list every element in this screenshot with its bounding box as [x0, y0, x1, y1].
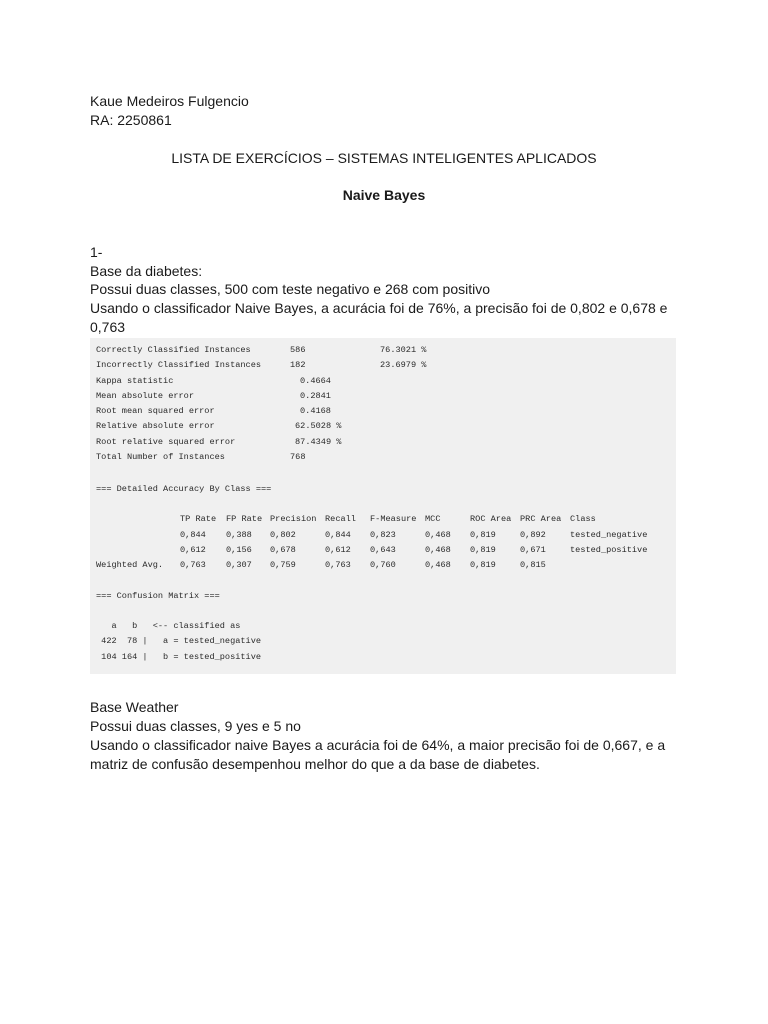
table-cell: 0,819: [470, 545, 496, 555]
table-cell: 0,815: [520, 560, 546, 570]
table-cell: 0,892: [520, 530, 546, 540]
summary-value-1: 182: [290, 360, 306, 370]
table-cell: 0,678: [270, 545, 296, 555]
table-cell: 0,468: [425, 560, 451, 570]
summary-value-5: 62.5028 %: [295, 421, 342, 431]
weather-heading: Base Weather: [90, 699, 179, 715]
table-cell: tested_positive: [570, 545, 648, 555]
column-header: F-Measure: [370, 514, 417, 524]
author-name: Kaue Medeiros Fulgencio: [90, 93, 249, 109]
table-cell: 0,468: [425, 545, 451, 555]
table-cell: 0,643: [370, 545, 396, 555]
table-cell: 0,763: [325, 560, 351, 570]
confusion-line: 422 78 | a = tested_negative: [96, 636, 262, 646]
column-header: MCC: [425, 514, 441, 524]
table-cell: 0,844: [325, 530, 351, 540]
question-number: 1-: [90, 244, 103, 260]
student-ra: RA: 2250861: [90, 112, 172, 128]
table-cell: 0,468: [425, 530, 451, 540]
diabetes-classes: Possui duas classes, 500 com teste negativo e 268 com positivo: [90, 281, 490, 297]
summary-label-2: Kappa statistic: [96, 376, 174, 386]
summary-label-6: Root relative squared error: [96, 437, 236, 447]
confusion-line: 104 164 | b = tested_positive: [96, 652, 262, 662]
table-cell: 0,802: [270, 530, 296, 540]
summary-percent-1: 23.6979 %: [380, 360, 427, 370]
document-title: LISTA DE EXERCÍCIOS – SISTEMAS INTELIGENTES APLICADOS: [171, 150, 597, 166]
table-cell: 0,388: [226, 530, 252, 540]
table-cell: 0,759: [270, 560, 296, 570]
column-header: FP Rate: [226, 514, 263, 524]
accuracy-heading: === Detailed Accuracy By Class ===: [96, 484, 272, 494]
table-cell: 0,156: [226, 545, 252, 555]
table-cell: 0,819: [470, 530, 496, 540]
summary-label-5: Relative absolute error: [96, 421, 215, 431]
column-header: ROC Area: [470, 514, 512, 524]
table-cell: 0,307: [226, 560, 252, 570]
column-header: Recall: [325, 514, 356, 524]
diabetes-heading: Base da diabetes:: [90, 263, 203, 279]
table-cell: 0,760: [370, 560, 396, 570]
summary-value-2: 0.4664: [300, 376, 331, 386]
column-header: Class: [570, 514, 596, 524]
column-header: Precision: [270, 514, 317, 524]
table-cell: 0,844: [180, 530, 206, 540]
row-label: Weighted Avg.: [96, 560, 164, 570]
summary-percent-0: 76.3021 %: [380, 345, 427, 355]
summary-label-4: Root mean squared error: [96, 406, 215, 416]
document-subtitle: Naive Bayes: [342, 187, 426, 203]
table-cell: 0,823: [370, 530, 396, 540]
summary-value-7: 768: [290, 452, 306, 462]
summary-value-6: 87.4349 %: [295, 437, 342, 447]
weather-result-line-2: matriz de confusão desempenhou melhor do que a da base de diabetes.: [90, 756, 540, 772]
table-cell: 0,819: [470, 560, 496, 570]
table-cell: 0,671: [520, 545, 546, 555]
diabetes-result-line-2: 0,763: [90, 319, 126, 335]
summary-label-1: Incorrectly Classified Instances: [96, 360, 262, 370]
summary-value-3: 0.2841: [300, 391, 331, 401]
summary-label-0: Correctly Classified Instances: [96, 345, 251, 355]
column-header: PRC Area: [520, 514, 562, 524]
summary-label-7: Total Number of Instances: [96, 452, 225, 462]
column-header: TP Rate: [180, 514, 217, 524]
confusion-line: a b <-- classified as: [96, 621, 241, 631]
confusion-heading: === Confusion Matrix ===: [96, 591, 220, 601]
weka-output-screenshot: [90, 338, 676, 674]
table-cell: 0,612: [325, 545, 351, 555]
summary-value-4: 0.4168: [300, 406, 331, 416]
summary-value-0: 586: [290, 345, 306, 355]
diabetes-result-line-1: Usando o classificador Naive Bayes, a acurácia foi de 76%, a precisão foi de 0,802 e 0,678 e: [90, 300, 668, 316]
table-cell: 0,763: [180, 560, 206, 570]
summary-label-3: Mean absolute error: [96, 391, 194, 401]
table-cell: tested_negative: [570, 530, 648, 540]
weather-classes: Possui duas classes, 9 yes e 5 no: [90, 718, 301, 734]
table-cell: 0,612: [180, 545, 206, 555]
weather-result-line-1: Usando o classificador naive Bayes a acurácia foi de 64%, a maior precisão foi de 0,667, e a: [90, 737, 666, 753]
